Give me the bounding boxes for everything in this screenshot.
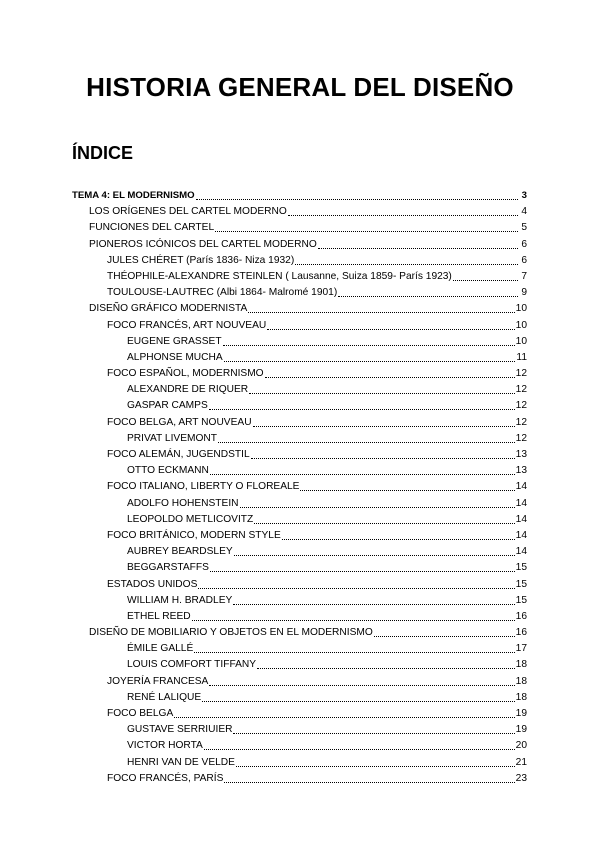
toc-entry[interactable]	[72, 721, 527, 737]
toc-entry-page-number: 19	[515, 724, 527, 736]
toc-entry-page-number: 12	[515, 432, 527, 444]
toc-entry-label: ETHEL REED	[127, 610, 191, 622]
toc-entry-label: DISEÑO DE MOBILIARIO Y OBJETOS EN EL MODERNISMO	[89, 627, 373, 639]
toc-entry-page-number: 6	[521, 238, 527, 250]
toc-entry-label: HENRI VAN DE VELDE	[127, 756, 235, 768]
toc-entry-page-number: 17	[515, 643, 527, 655]
toc-dot-leader	[251, 457, 515, 459]
toc-entry-label: FOCO FRANCÉS, ART NOUVEAU	[107, 319, 267, 331]
toc-dot-leader	[210, 570, 515, 572]
toc-entry[interactable]	[72, 235, 527, 251]
toc-entry-label: THÉOPHILE-ALEXANDRE STEINLEN ( Lausanne, Suiza 1859- París 1923)	[107, 270, 452, 282]
toc-entry[interactable]	[72, 203, 527, 219]
toc-entry-page-number: 10	[515, 335, 527, 347]
toc-entry[interactable]	[72, 462, 527, 478]
toc-entry-page-number: 9	[521, 287, 527, 299]
toc-dot-leader	[198, 587, 514, 589]
toc-entry-label: WILLIAM H. BRADLEY	[127, 594, 233, 606]
toc-dot-leader	[240, 506, 515, 508]
toc-dot-leader	[209, 408, 515, 410]
toc-entry-label: ESTADOS UNIDOS	[107, 578, 198, 590]
toc-entry-label: GASPAR CAMPS	[127, 400, 208, 412]
toc-entry-page-number: 10	[515, 303, 527, 315]
toc-entry-page-number: 16	[515, 627, 527, 639]
toc-entry-label: LOS ORÍGENES DEL CARTEL MODERNO	[89, 206, 287, 218]
toc-dot-leader	[204, 748, 515, 750]
table-of-contents	[72, 186, 527, 786]
toc-dot-leader	[233, 732, 514, 734]
toc-entry[interactable]	[72, 284, 527, 300]
toc-entry-label: TEMA 4: EL MODERNISMO	[72, 190, 195, 201]
toc-entry-label: ÉMILE GALLÉ	[127, 643, 194, 655]
toc-entry-label: FOCO BELGA, ART NOUVEAU	[107, 416, 252, 428]
toc-entry-label: FOCO BELGA	[107, 708, 174, 719]
toc-entry[interactable]	[72, 333, 527, 349]
toc-entry[interactable]	[72, 494, 527, 510]
toc-entry[interactable]	[72, 397, 527, 413]
toc-dot-leader	[215, 230, 518, 232]
toc-entry[interactable]	[72, 316, 527, 332]
toc-dot-leader	[453, 279, 518, 281]
toc-entry-page-number: 12	[515, 368, 527, 380]
toc-entry[interactable]	[72, 527, 527, 543]
toc-entry-page-number: 12	[515, 416, 527, 428]
toc-entry[interactable]	[72, 413, 527, 429]
toc-entry-page-number: 3	[521, 190, 527, 201]
toc-entry-page-number: 14	[515, 546, 527, 558]
toc-entry-page-number: 15	[515, 578, 527, 590]
toc-dot-leader	[374, 635, 515, 637]
toc-entry[interactable]	[72, 219, 527, 235]
toc-entry-label: LOUIS COMFORT TIFFANY	[127, 659, 257, 671]
toc-dot-leader	[249, 392, 515, 394]
toc-entry-label: DISEÑO GRÁFICO MODERNISTA	[89, 303, 248, 315]
toc-entry[interactable]	[72, 608, 527, 624]
toc-dot-leader	[209, 684, 514, 686]
toc-dot-leader	[295, 263, 518, 265]
toc-entry-page-number: 18	[515, 691, 527, 703]
toc-entry[interactable]	[72, 705, 527, 721]
toc-entry-page-number: 10	[515, 319, 527, 331]
toc-entry-label: EUGENE GRASSET	[127, 335, 222, 347]
toc-entry[interactable]	[72, 300, 527, 316]
toc-entry-label: FOCO ITALIANO, LIBERTY O FLOREALE	[107, 481, 300, 493]
toc-entry[interactable]	[72, 430, 527, 446]
toc-entry-label: TOULOUSE-LAUTREC (Albi 1864- Malromé 1901)	[107, 287, 338, 299]
toc-dot-leader	[248, 311, 514, 313]
toc-entry-page-number: 16	[515, 610, 527, 622]
toc-entry-page-number: 14	[515, 513, 527, 525]
toc-entry-page-number: 19	[515, 708, 527, 719]
toc-entry-page-number: 23	[515, 772, 527, 784]
toc-entry[interactable]	[72, 543, 527, 559]
toc-entry-page-number: 6	[521, 254, 527, 266]
toc-entry-page-number: 4	[521, 206, 527, 218]
toc-entry-label: FOCO FRANCÉS, PARÍS	[107, 772, 224, 784]
toc-entry[interactable]	[72, 365, 527, 381]
toc-entry-label: VICTOR HORTA	[127, 740, 203, 752]
toc-entry-label: ALPHONSE MUCHA	[127, 351, 223, 363]
toc-dot-leader	[257, 667, 515, 669]
toc-dot-leader	[202, 700, 514, 702]
toc-entry[interactable]	[72, 349, 527, 365]
index-heading: ÍNDICE	[72, 143, 134, 163]
toc-dot-leader	[338, 295, 518, 297]
toc-dot-leader	[223, 344, 515, 346]
toc-dot-leader	[192, 619, 515, 621]
toc-entry-page-number: 11	[516, 351, 527, 363]
toc-entry[interactable]	[72, 656, 527, 672]
toc-entry-page-number: 15	[515, 594, 527, 606]
toc-entry[interactable]	[72, 672, 527, 688]
toc-entry-label: FOCO ESPAÑOL, MODERNISMO	[107, 368, 264, 380]
toc-dot-leader	[288, 214, 518, 216]
toc-entry[interactable]	[72, 381, 527, 397]
document-title: HISTORIA GENERAL DEL DISEÑO	[86, 72, 514, 102]
toc-entry-page-number: 18	[515, 675, 527, 687]
toc-entry[interactable]	[72, 252, 527, 268]
toc-entry[interactable]	[72, 559, 527, 575]
toc-entry-page-number: 14	[515, 481, 527, 493]
toc-dot-leader	[224, 781, 514, 783]
toc-entry-page-number: 14	[515, 529, 527, 541]
toc-dot-leader	[254, 522, 514, 524]
toc-entry[interactable]	[72, 624, 527, 640]
toc-dot-leader	[224, 360, 516, 362]
toc-entry[interactable]	[72, 511, 527, 527]
toc-dot-leader	[253, 425, 515, 427]
toc-entry-label: BEGGARSTAFFS	[127, 562, 209, 574]
toc-dot-leader	[174, 716, 514, 718]
toc-entry-label: FUNCIONES DEL CARTEL	[89, 222, 215, 234]
toc-dot-leader	[233, 603, 514, 605]
toc-entry-page-number: 15	[515, 562, 527, 574]
toc-entry-label: ALEXANDRE DE RIQUER	[127, 384, 249, 396]
toc-entry[interactable]	[72, 478, 527, 494]
toc-entry[interactable]	[72, 446, 527, 462]
toc-dot-leader	[196, 198, 518, 200]
toc-dot-leader	[300, 489, 514, 491]
toc-entry-page-number: 13	[515, 465, 527, 477]
toc-entry-label: PRIVAT LIVEMONT	[127, 432, 218, 444]
toc-entry[interactable]	[72, 770, 527, 786]
toc-dot-leader	[282, 538, 515, 540]
toc-entry-page-number: 20	[515, 740, 527, 752]
toc-entry-page-number: 12	[515, 400, 527, 412]
toc-entry-label: GUSTAVE SERRIUIER	[127, 724, 233, 736]
toc-entry-page-number: 14	[515, 497, 527, 509]
toc-entry-label: OTTO ECKMANN	[127, 465, 209, 477]
toc-dot-leader	[318, 247, 518, 249]
toc-entry-label: JULES CHÉRET (París 1836- Niza 1932)	[107, 254, 295, 266]
toc-entry-label: FOCO BRITÁNICO, MODERN STYLE	[107, 529, 281, 541]
toc-entry-page-number: 21	[515, 756, 527, 768]
toc-entry-page-number: 18	[515, 659, 527, 671]
toc-entry[interactable]	[72, 640, 527, 656]
toc-entry[interactable]	[72, 753, 527, 769]
toc-dot-leader	[234, 554, 515, 556]
toc-dot-leader	[265, 376, 515, 378]
toc-entry[interactable]	[72, 592, 527, 608]
toc-entry-label: ADOLFO HOHENSTEIN	[127, 497, 239, 509]
toc-entry-page-number: 7	[521, 270, 527, 282]
toc-dot-leader	[267, 328, 514, 330]
toc-entry-page-number: 5	[521, 222, 527, 234]
toc-entry-label: LEOPOLDO METLICOVITZ	[127, 513, 254, 525]
toc-entry-label: FOCO ALEMÁN, JUGENDSTIL	[107, 449, 250, 460]
toc-entry-label: RENÉ LALIQUE	[127, 691, 202, 703]
toc-entry[interactable]	[72, 186, 527, 203]
toc-entry-label: JOYERÍA FRANCESA	[107, 675, 209, 687]
toc-entry-label: AUBREY BEARDSLEY	[127, 546, 233, 558]
toc-dot-leader	[218, 441, 515, 443]
toc-entry[interactable]	[72, 268, 527, 284]
toc-entry-label: PIONEROS ICÓNICOS DEL CARTEL MODERNO	[89, 238, 317, 250]
toc-entry-page-number: 13	[515, 449, 527, 460]
toc-dot-leader	[210, 473, 515, 475]
toc-entry-page-number: 12	[515, 384, 527, 396]
toc-dot-leader	[194, 651, 514, 653]
toc-entry[interactable]	[72, 737, 527, 753]
toc-entry[interactable]	[72, 689, 527, 705]
toc-entry[interactable]	[72, 575, 527, 591]
toc-dot-leader	[236, 765, 515, 767]
